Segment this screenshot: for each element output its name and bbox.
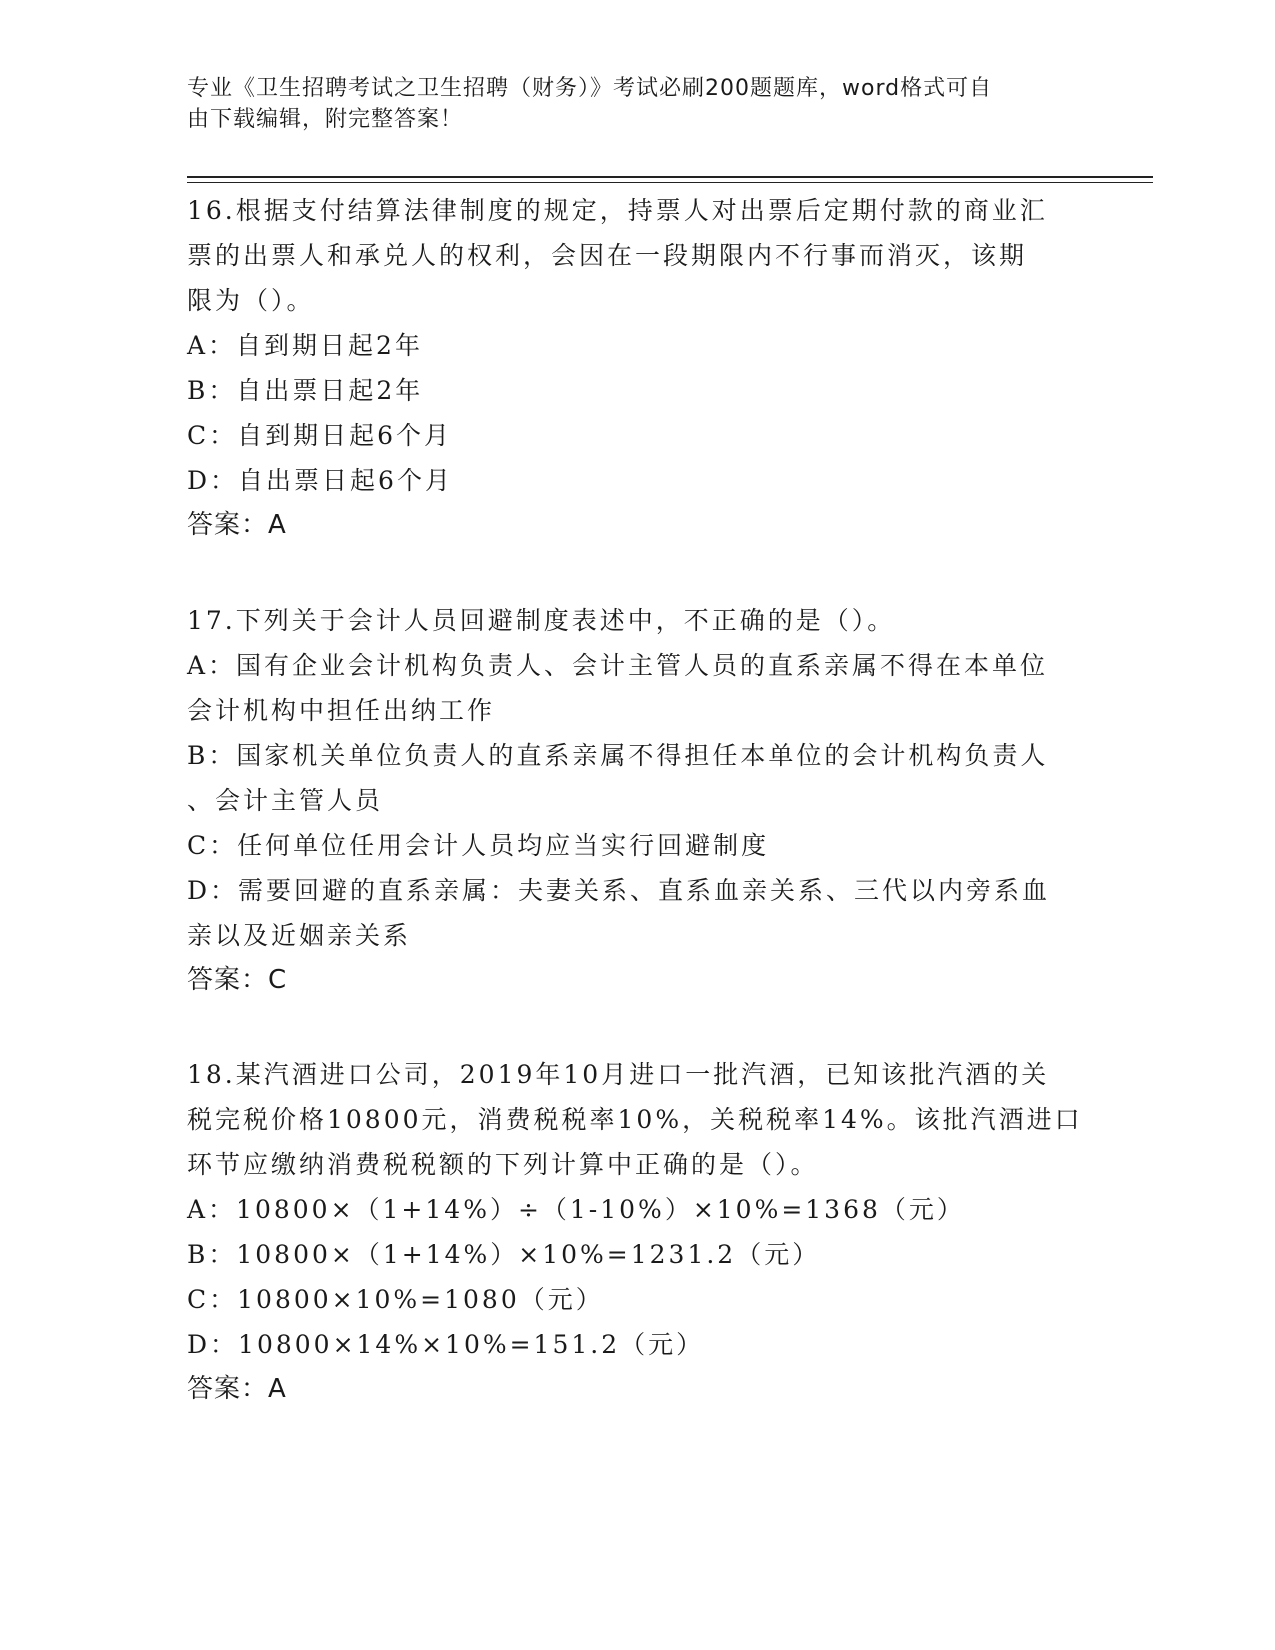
answer-value: A: [268, 1374, 287, 1404]
question-16-stem-line-3: 限为（）。: [187, 286, 315, 315]
question-18-stem-line-3: 环节应缴纳消费税税额的下列计算中正确的是（）。: [187, 1150, 819, 1179]
header-line-1: 专业《卫生招聘考试之卫生招聘（财务）》考试必刷200题题库，word格式可自: [187, 76, 993, 101]
answer-value: C: [268, 965, 288, 995]
question-18-option-c: C：10800×10%=1080（元）: [187, 1285, 604, 1314]
question-17-stem-line-1: 17.下列关于会计人员回避制度表述中，不正确的是（）。: [187, 606, 896, 635]
question-16-stem-line-2: 票的出票人和承兑人的权利，会因在一段期限内不行事而消灭，该期: [187, 241, 1028, 270]
answer-label: 答案：: [187, 510, 269, 540]
question-18-answer: [187, 1367, 1067, 1412]
question-16-option-c: C：自到期日起6个月: [187, 421, 453, 450]
question-17-option-b-line-1: B：国家机关单位负责人的直系亲属不得担任本单位的会计机构负责人: [187, 741, 1049, 770]
question-16-answer: [187, 503, 1067, 548]
question-16-option-a: A：自到期日起2年: [187, 331, 423, 360]
question-16: [187, 188, 1067, 548]
question-18-option-b: B：10800×（1+14%）×10%=1231.2（元）: [187, 1240, 821, 1269]
question-17-option-b-line-2: 、会计主管人员: [187, 786, 384, 815]
question-16-stem-line-1: 16.根据支付结算法律制度的规定，持票人对出票后定期付款的商业汇: [187, 196, 1048, 225]
question-17-option-d-line-1: D：需要回避的直系亲属：夫妻关系、直系血亲关系、三代以内旁系血: [187, 876, 1051, 905]
question-17-answer: [187, 958, 1067, 1003]
question-17-option-a-line-2: 会计机构中担任出纳工作: [187, 696, 496, 725]
question-18-option-d: D：10800×14%×10%=151.2（元）: [187, 1330, 705, 1359]
answer-value: A: [268, 510, 287, 540]
header-divider-thick: [187, 176, 1153, 178]
question-17-option-d-line-2: 亲以及近姻亲关系: [187, 921, 412, 950]
answer-label: 答案：: [187, 1374, 269, 1404]
question-18: [187, 1052, 1083, 1412]
question-17-option-a-line-1: A：国有企业会计机构负责人、会计主管人员的直系亲属不得在本单位: [187, 651, 1049, 680]
question-18-option-a: A：10800×（1+14%）÷（1-10%）×10%=1368（元）: [187, 1195, 965, 1224]
header-divider-thin: [187, 182, 1153, 183]
question-18-stem-line-2: 税完税价格10800元，消费税税率10%，关税税率14%。该批汽酒进口: [187, 1105, 1083, 1134]
question-16-option-d: D：自出票日起6个月: [187, 466, 453, 495]
question-17-option-c: C：任何单位任用会计人员均应当实行回避制度: [187, 831, 770, 860]
header-line-2: 由下载编辑，附完整答案！: [187, 107, 464, 132]
question-17: [187, 598, 1067, 1003]
document-header: [187, 73, 1067, 135]
question-16-option-b: B：自出票日起2年: [187, 376, 424, 405]
question-18-stem-line-1: 18.某汽酒进口公司，2019年10月进口一批汽酒，已知该批汽酒的关: [187, 1060, 1050, 1089]
answer-label: 答案：: [187, 965, 269, 995]
